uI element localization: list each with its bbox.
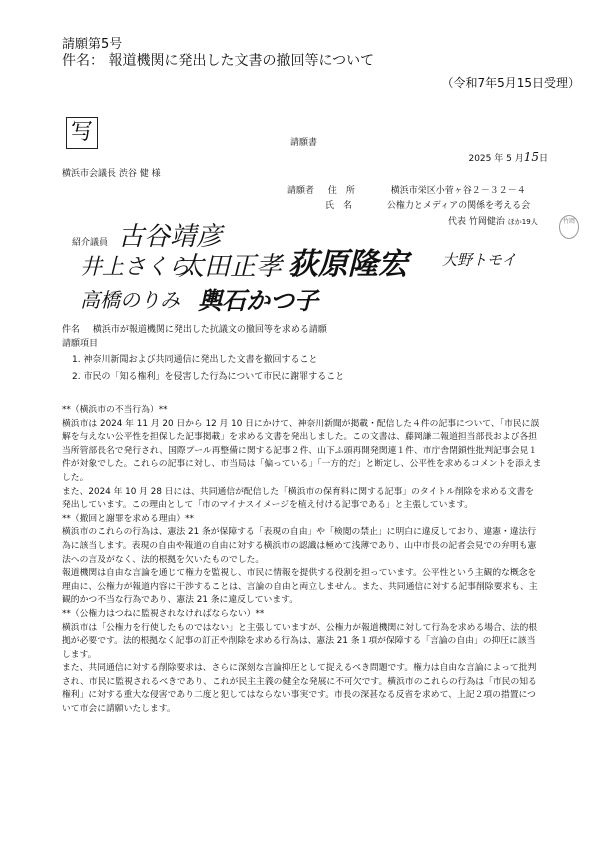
addressee: 横浜市会議長 渋谷 健 様: [62, 169, 161, 179]
petitioner-rep-row: [448, 214, 538, 227]
signature-3: 太田正孝: [178, 252, 283, 282]
subject-text: 報道機関に発出した文書の撤回等について: [108, 53, 375, 69]
copy-stamp: 写: [66, 117, 98, 149]
petition-subject-label: 件名: [62, 325, 81, 335]
signature-7: 輿石かつ子: [198, 286, 318, 315]
petitioner-role: 請願者: [287, 186, 315, 196]
petitioner-address-row: [287, 183, 526, 196]
body-heading-1: **（横浜市の不当行為）**: [62, 405, 168, 415]
petitioner-org: 公権力とメディアの関係を考える会: [386, 201, 531, 211]
subject-label: 件名：: [62, 53, 104, 69]
date-suffix: 日: [538, 154, 548, 164]
petitioner-name-row: [325, 198, 530, 211]
body-paragraph-1: 横浜市は 2024 年 11 月 20 日から 12 月 10 日にかけて、神奈川新聞が掲載・配信した４件の記事について、「市民に誤解を与えない公平性を担保した記事掲載」を求める文書を発出しました。この文書は、藤岡謙二報道担当部長および各担当所管部長名で発行され、国際プール再整備に関する記事２件、山下ふ頭再開発関連１件、市庁舎閉鎖性批判記事会見１件が対象でした。これらの記事に対し、市当局は「偏っている」「一方的だ」と断定し、公平性を求めるコメントを添えました。: [62, 418, 542, 483]
body-heading-3: **（公権力はつねに監視されなければならない）**: [62, 608, 265, 619]
body-paragraph-2: また、2024 年 10 月 28 日には、共同通信が配信した「横浜市の保育料に関する記事」のタイトル削除を求める文書を発出しています。この理由として「市のマイナスイメージを植え付ける記事である」と主張しています。: [62, 486, 535, 511]
others-count: ほか19人: [507, 218, 538, 226]
name-label: 氏 名: [325, 201, 353, 211]
body-paragraph-6: また、共同通信に対する削除要求は、さらに深刻な言論抑圧として捉えるべき問題です。権力は自由な言論によって批判され、市民に監視されるべきであり、これが民主主義の健全な発展に不可欠です。横浜市のこれらの行為は「市民の知る権利」に対する重大な侵害であり二度と犯してはならない事実です。市長の深甚なる反省を求めて、上記２項の措置について市会に請願いたします。: [62, 663, 537, 715]
signature-6: 高橋のりみ: [80, 288, 180, 312]
petition-subject: [62, 322, 327, 335]
body-paragraph-4: 報道機関は自由な言論を通じて権力を監視し、市民に情報を提供する役割を担っています。公平性という主観的な概念を理由に、公権力が報道内容に干渉することは、言論の自由と両立しません。また、共同通信に対する記事削除要求も、主観的かつ不当な行為であり、憲法 21 条に違反しています。: [62, 568, 538, 606]
petition-number: 請願第5号: [62, 37, 123, 52]
document-title: 請願書: [290, 138, 318, 148]
address-label: 住 所: [327, 186, 355, 196]
signature-2: 井上さくら: [80, 255, 191, 280]
date-prefix: 2025 年 5 月: [468, 154, 524, 164]
document-date: [468, 150, 548, 164]
body-paragraph-3: 横浜市のこれらの行為は、憲法 21 条が保障する「表現の自由」や「検閲の禁止」に明白に違反しており、違憲・違法行為に該当します。表現の自由や報道の自由に対する横浜市の認識は極めて浅薄であり、山中市長の記者会見での弁明も憲法への言及がなく、法的根拠を欠いたものでした。: [62, 527, 537, 565]
petition-subject-text: 横浜市が報道機関に発出した抗議文の撤回等を求める請願: [92, 325, 327, 335]
signature-4: 荻原隆宏: [288, 247, 408, 282]
personal-seal: 竹岡: [559, 215, 579, 239]
body-paragraph-5: 横浜市は「公権力を行使したものではない」と主張していますが、公権力が報道機関に対して行為を求める場合、法的根拠が必要です。法的根拠なく記事の訂正や削除を求める行為は、憲法 21 条１項が保障する「言論の自由」の抑圧に該当します。: [62, 622, 538, 660]
rep-label: 代表: [448, 217, 467, 227]
petition-body: [62, 404, 542, 717]
request-item-1: 1. 神奈川新聞および共同通信に発出した文書を撤回すること: [72, 355, 318, 365]
signature-1: 古谷靖彦: [118, 222, 223, 252]
rep-name: 竹岡健治: [468, 217, 505, 227]
header-subject: [62, 50, 374, 70]
request-item-2: 2. 市民の「知る権利」を侵害した行為について市民に謝罪すること: [72, 372, 345, 382]
date-day-handwritten: 15: [523, 150, 539, 164]
body-heading-2: **（撤回と謝罪を求める理由）**: [62, 513, 194, 524]
received-date: （令和7年5月15日受理）: [441, 76, 580, 90]
items-label: 請願項目: [62, 339, 99, 349]
signature-5: 大野トモイ: [442, 251, 517, 269]
petitioner-address: 横浜市栄区小菅ヶ谷２－３２－４: [390, 186, 526, 196]
introducers-label: 紹介議員: [72, 238, 109, 248]
